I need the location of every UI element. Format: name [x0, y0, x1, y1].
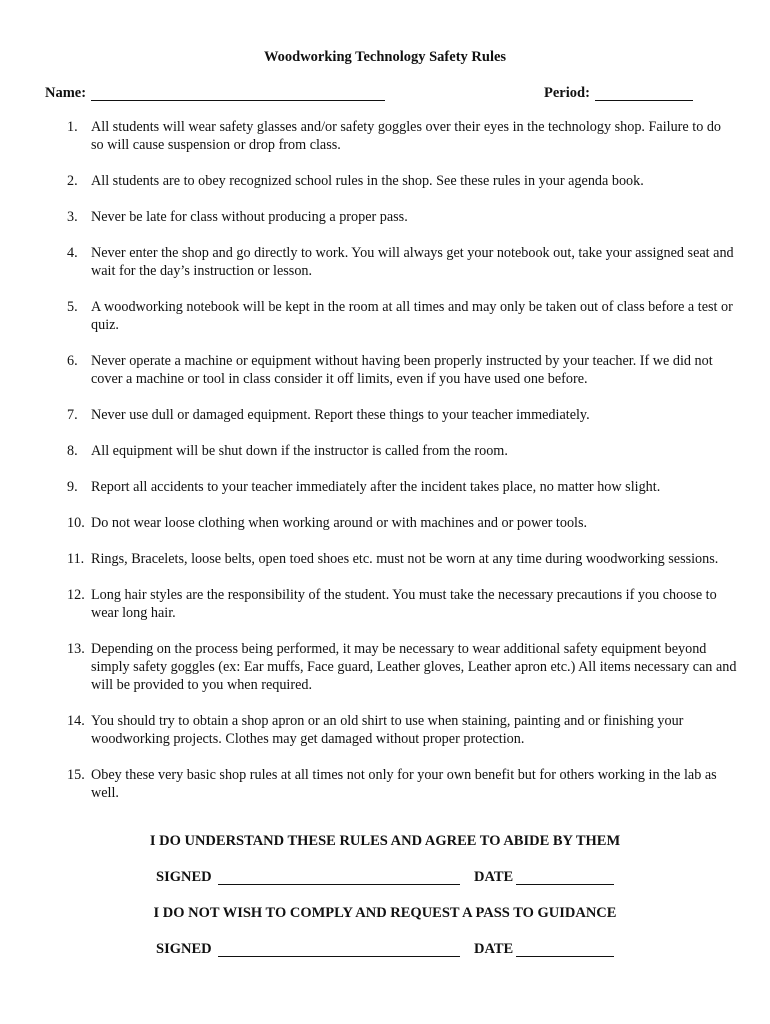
rule-text: Long hair styles are the responsibility of the student. You must take the necessary precautions if you choose to wear long hair.: [91, 587, 717, 621]
document-title: Woodworking Technology Safety Rules: [263, 49, 507, 65]
rule-number: 7.: [67, 407, 78, 423]
rule-item: [67, 478, 737, 496]
decline-statement: I DO NOT WISH TO COMPLY AND REQUEST A PASS TO GUIDANCE: [153, 905, 617, 921]
signed-label: SIGNED: [156, 941, 212, 957]
rule-item: [67, 244, 737, 280]
rule-text: Never operate a machine or equipment without having been properly instructed by your teacher. If we did not cover a machine or tool in class consider it off limits, even if you have used one before.: [91, 353, 713, 387]
rule-item: [67, 442, 737, 460]
rule-number: 5.: [67, 299, 78, 315]
rule-number: 13.: [67, 641, 85, 657]
date-label: DATE: [474, 941, 514, 957]
period-field[interactable]: [595, 84, 693, 101]
rule-number: 11.: [67, 551, 85, 567]
rule-item: [67, 766, 737, 802]
period-label: Period:: [544, 85, 590, 101]
rule-item: [67, 550, 737, 568]
rule-text: You should try to obtain a shop apron or an old shirt to use when staining, painting and or finishing your woodworking projects. Clothes may get damaged without proper protection.: [91, 713, 684, 747]
rule-text: Obey these very basic shop rules at all times not only for your own benefit but for others working in the lab as well.: [91, 767, 717, 801]
rule-number: 12.: [67, 587, 85, 603]
date-label: DATE: [474, 869, 514, 885]
rule-item: [67, 712, 737, 748]
rule-text: Never be late for class without producing a proper pass.: [91, 209, 408, 225]
name-label: Name:: [45, 85, 87, 101]
agree-signature-field[interactable]: [218, 868, 460, 885]
rule-text: A woodworking notebook will be kept in the room at all times and may only be taken out of class before a test or quiz.: [91, 299, 733, 333]
rule-item: [67, 514, 737, 532]
rule-text: Never use dull or damaged equipment. Report these things to your teacher immediately.: [91, 407, 590, 423]
rule-text: Do not wear loose clothing when working around or with machines and or power tools.: [91, 515, 588, 531]
rule-text: Never enter the shop and go directly to work. You will always get your notebook out, take your assigned seat and wait for the day’s instruction or lesson.: [91, 245, 734, 279]
rule-number: 9.: [67, 479, 78, 495]
rule-number: 14.: [67, 713, 85, 729]
rule-number: 4.: [67, 245, 78, 261]
rule-number: 1.: [67, 119, 78, 135]
rule-item: [67, 118, 737, 154]
rules-list: [67, 118, 737, 820]
name-period-row: [45, 84, 705, 104]
signed-label: SIGNED: [156, 869, 212, 885]
decline-date-field[interactable]: [516, 940, 614, 957]
rule-number: 10.: [67, 515, 85, 531]
rule-item: [67, 208, 737, 226]
rule-text: Rings, Bracelets, loose belts, open toed shoes etc. must not be worn at any time during woodworking sessions.: [91, 551, 719, 567]
rule-item: [67, 172, 737, 190]
agree-date-field[interactable]: [516, 868, 614, 885]
decline-signature-row: [156, 940, 626, 960]
rule-text: All students are to obey recognized school rules in the shop. See these rules in your agenda book.: [91, 173, 644, 189]
name-field[interactable]: [91, 84, 385, 101]
rule-number: 2.: [67, 173, 78, 189]
rule-number: 15.: [67, 767, 85, 783]
rule-number: 6.: [67, 353, 78, 369]
rule-text: All equipment will be shut down if the instructor is called from the room.: [91, 443, 508, 459]
rule-number: 3.: [67, 209, 78, 225]
rule-text: Report all accidents to your teacher immediately after the incident takes place, no matter how slight.: [91, 479, 661, 495]
rule-item: [67, 640, 737, 694]
agree-signature-row: [156, 868, 626, 888]
rule-item: [67, 352, 737, 388]
rule-item: [67, 298, 737, 334]
rule-number: 8.: [67, 443, 78, 459]
rule-text: All students will wear safety glasses and/or safety goggles over their eyes in the technology shop. Failure to do so will cause suspension or drop from class.: [91, 119, 722, 153]
rule-text: Depending on the process being performed, it may be necessary to wear additional safety equipment beyond simply safety goggles (ex: Ear muffs, Face guard, Leather gloves, Leather apron etc.) All items necessary can and will be provided to you when required.: [91, 641, 737, 693]
decline-signature-field[interactable]: [218, 940, 460, 957]
rule-item: [67, 406, 737, 424]
rule-item: [67, 586, 737, 622]
agree-statement: I DO UNDERSTAND THESE RULES AND AGREE TO ABIDE BY THEM: [149, 833, 621, 849]
